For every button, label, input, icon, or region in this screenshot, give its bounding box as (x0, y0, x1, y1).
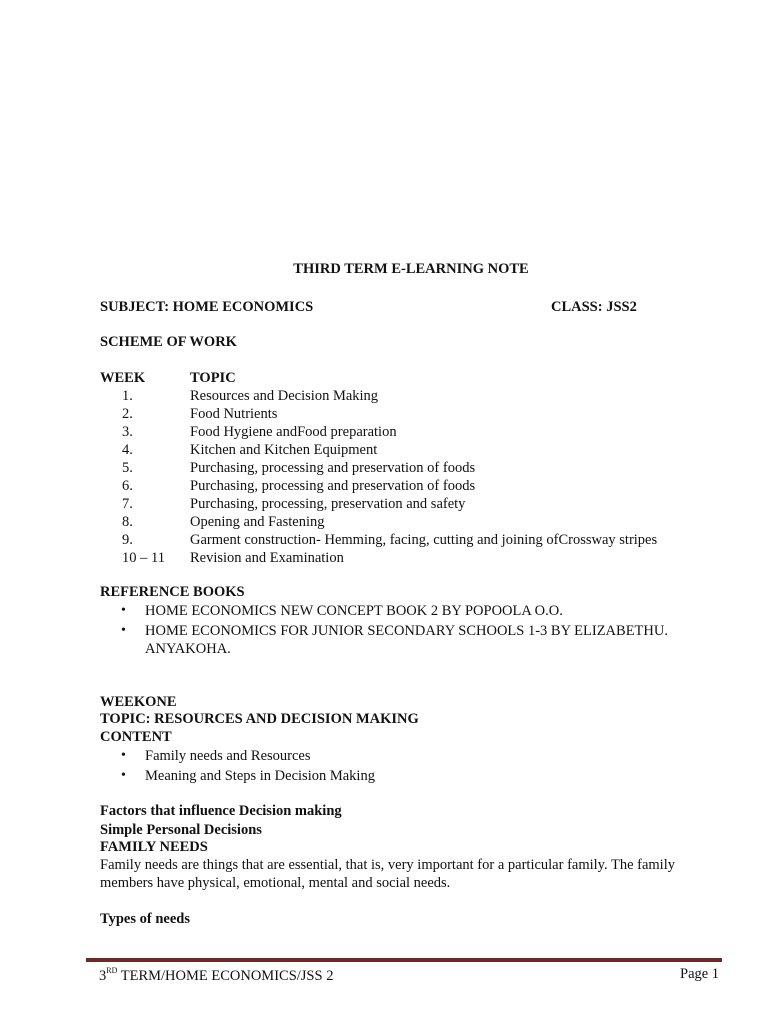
bullet-icon: • (121, 768, 126, 783)
scheme-week-number: 8. (122, 514, 133, 530)
scheme-topic: Revision and Examination (190, 550, 344, 566)
scheme-topic: Kitchen and Kitchen Equipment (190, 442, 378, 458)
topic-heading: TOPIC: RESOURCES AND DECISION MAKING (100, 711, 419, 727)
list-item: Family needs and Resources (145, 748, 311, 764)
footer-divider (86, 958, 722, 962)
types-of-needs-heading: Types of needs (100, 911, 190, 927)
content-heading: CONTENT (100, 729, 172, 745)
scheme-topic: Garment construction- Hemming, facing, cutting and joining ofCrossway stripes (190, 532, 658, 548)
scheme-week-number: 4. (122, 442, 133, 458)
topic-column-header: TOPIC (190, 370, 236, 386)
reference-heading: REFERENCE BOOKS (100, 584, 245, 600)
bullet-icon: • (121, 623, 126, 638)
footer-term (99, 966, 333, 985)
list-item: Meaning and Steps in Decision Making (145, 768, 375, 784)
scheme-topic: Purchasing, processing, preservation and safety (190, 496, 466, 512)
scheme-week-number: 7. (122, 496, 133, 512)
week-column-header: WEEK (100, 370, 146, 386)
scheme-week-number: 6. (122, 478, 133, 494)
simple-decisions-heading: Simple Personal Decisions (100, 822, 262, 838)
list-item-continuation: ANYAKOHA. (145, 641, 231, 657)
scheme-week-number: 5. (122, 460, 133, 476)
scheme-topic: Resources and Decision Making (190, 388, 379, 404)
scheme-topic: Opening and Fastening (190, 514, 325, 530)
family-needs-paragraph-line-1: Family needs are things that are essential, that is, very important for a particular family. The family (100, 857, 675, 873)
scheme-topic: Food Nutrients (190, 406, 278, 422)
factors-heading: Factors that influence Decision making (100, 803, 342, 819)
scheme-topic: Purchasing, processing and preservation of foods (190, 460, 476, 476)
footer-page-number: Page 1 (680, 966, 720, 982)
class-line: CLASS: JSS2 (551, 299, 637, 315)
scheme-week-number: 10 – 11 (122, 550, 165, 566)
footer-term-superscript: RD (106, 966, 118, 975)
footer-term-number: 3 (99, 968, 107, 984)
subject-line: SUBJECT: HOME ECONOMICS (100, 299, 314, 315)
scheme-topic: Food Hygiene andFood preparation (190, 424, 397, 440)
scheme-week-number: 9. (122, 532, 133, 548)
document-title: THIRD TERM E-LEARNING NOTE (293, 261, 529, 277)
scheme-topic: Purchasing, processing and preservation of foods (190, 478, 476, 494)
scheme-week-number: 1. (122, 388, 133, 404)
scheme-week-number: 2. (122, 406, 133, 422)
list-item: HOME ECONOMICS NEW CONCEPT BOOK 2 BY POPOOLA O.O. (145, 603, 563, 619)
bullet-icon: • (121, 603, 126, 618)
week-one-heading: WEEKONE (100, 694, 177, 710)
family-needs-heading: FAMILY NEEDS (100, 839, 208, 855)
bullet-icon: • (121, 748, 126, 763)
footer-term-text: TERM/HOME ECONOMICS/JSS 2 (117, 968, 334, 984)
list-item: HOME ECONOMICS FOR JUNIOR SECONDARY SCHOOLS 1-3 BY ELIZABETHU. (145, 623, 668, 639)
family-needs-paragraph-line-2: members have physical, emotional, mental and social needs. (100, 875, 451, 891)
scheme-week-number: 3. (122, 424, 133, 440)
scheme-heading: SCHEME OF WORK (100, 334, 237, 350)
